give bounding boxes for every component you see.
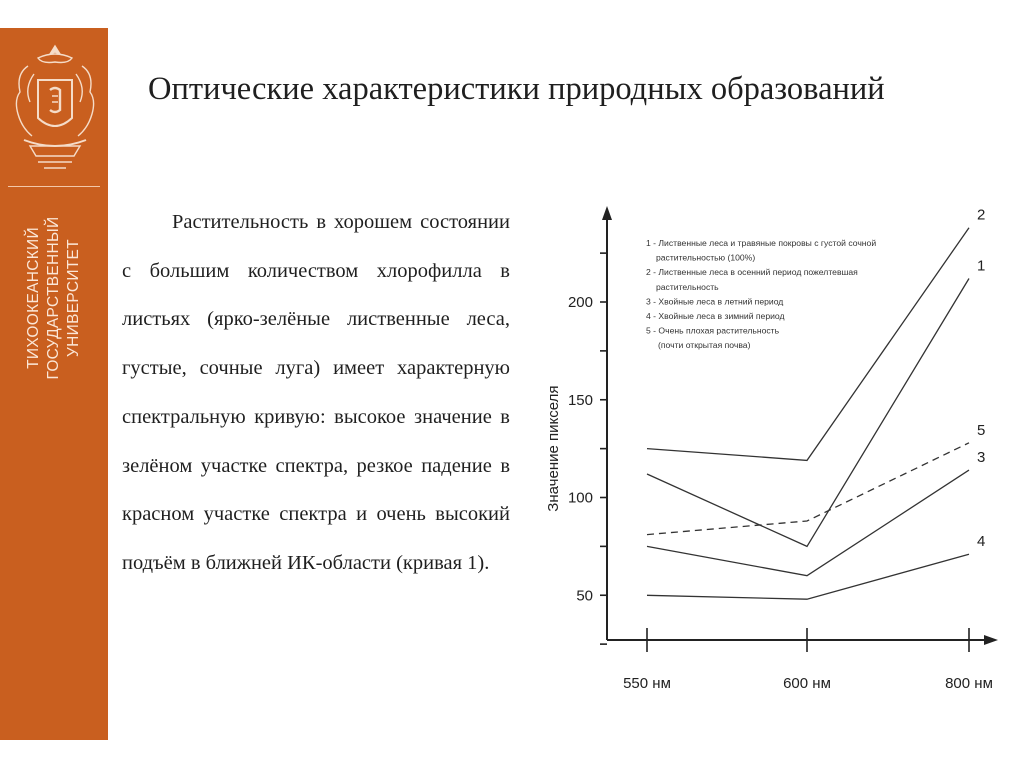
y-axis-arrow: [602, 206, 612, 220]
sidebar-divider: [8, 186, 100, 187]
university-name-line-3: УНИВЕРСИТЕТ: [65, 239, 82, 357]
legend-entry-2: 2 - Лиственные леса в осенний период пожелтевшая: [646, 267, 858, 278]
legend-entry-7: (почти открытая почва): [658, 340, 751, 351]
legend-entry-6: 5 - Очень плохая растительность: [646, 325, 780, 336]
series-label-5: 5: [977, 421, 986, 439]
series-label-1: 1: [977, 257, 986, 275]
series-line-4: [647, 554, 969, 599]
body-text: Растительность в хорошем состоянии с большим количеством хлорофилла в листьях (ярко-зелёные лиственные леса, густые, сочные луга) имеет характерную спектральную кривую: высокое значение в зелёном участке спектра, резкое падение в красном участке спектра и очень высокий подъём в ближней ИК-области (кривая 1).: [122, 211, 510, 574]
university-name-line-1: ТИХООКЕАНСКИЙ: [25, 227, 42, 369]
university-name-line-2: ГОСУДАРСТВЕННЫЙ: [45, 216, 62, 380]
x-tick-label-2: 800 нм: [945, 675, 993, 692]
page-title: Оптические характеристики природных образований: [148, 71, 885, 107]
y-tick-label-150: 150: [567, 391, 593, 409]
series-label-3: 3: [977, 449, 986, 467]
legend-entry-0: 1 - Лиственные леса и травяные покровы с густой сочной: [646, 238, 877, 248]
y-tick-label-200: 200: [567, 294, 593, 311]
sidebar: [0, 28, 108, 740]
university-name: [24, 217, 84, 380]
y-axis-label: Значение пикселя: [545, 385, 562, 512]
y-tick-label-50: 50: [576, 587, 593, 605]
legend-entry-3: растительность: [656, 281, 719, 292]
series-line-3: [647, 470, 969, 576]
spectral-curves-chart: [528, 196, 1018, 706]
legend-entry-5: 4 - Хвойные леса в зимний период: [646, 311, 785, 321]
y-tick-label-100: 100: [567, 489, 593, 507]
x-tick-label-0: 550 нм: [623, 675, 671, 692]
series-label-4: 4: [977, 533, 986, 551]
legend-entry-1: растительностью (100%): [656, 252, 756, 263]
x-axis-arrow: [984, 635, 998, 645]
x-tick-label-1: 600 нм: [783, 675, 831, 692]
series-line-5: [647, 443, 969, 535]
legend-entry-4: 3 - Хвойные леса в летний период: [646, 296, 784, 307]
university-crest-icon: [8, 40, 102, 178]
series-label-2: 2: [977, 206, 986, 224]
